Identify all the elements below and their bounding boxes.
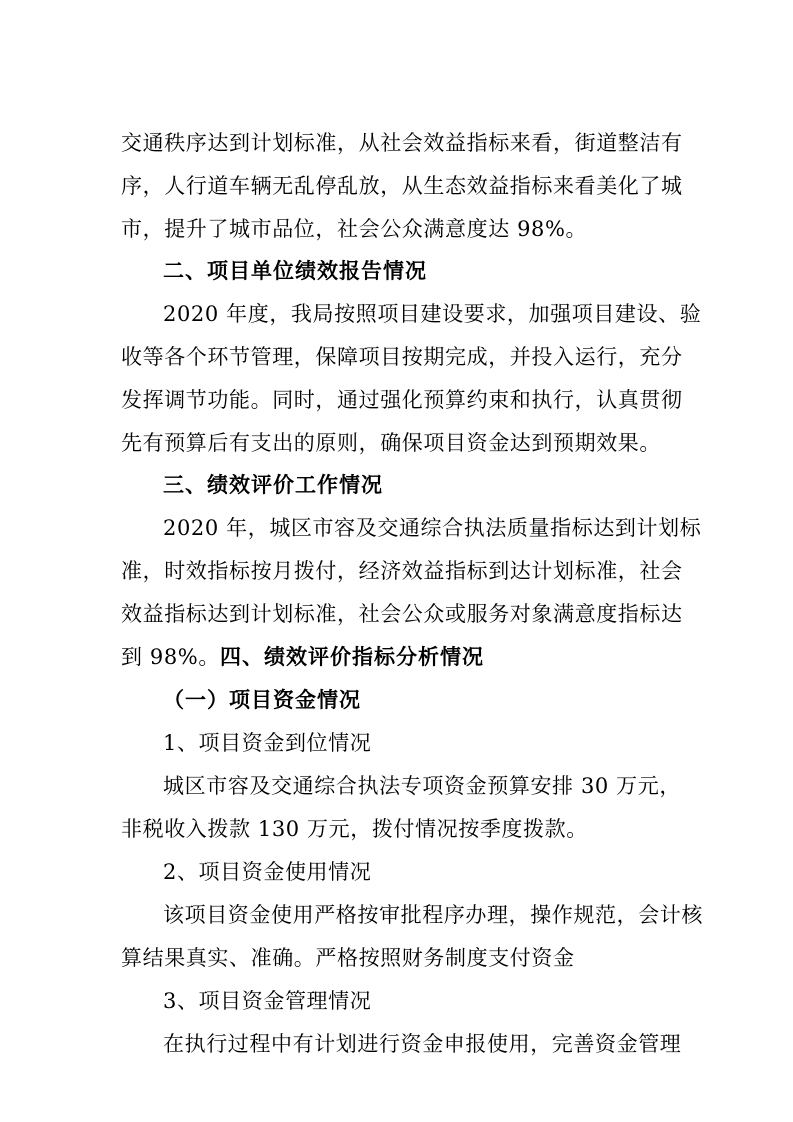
section-heading-2: 二、项目单位绩效报告情况: [163, 259, 427, 283]
paragraph-line-with-heading: [121, 642, 681, 672]
paragraph-line: 序，人行道车辆无乱停乱放，从生态效益指标来看美化了城: [121, 174, 683, 198]
item-heading-3: 3、项目资金管理情况: [163, 989, 372, 1013]
paragraph-line: 准，时效指标按月拨付，经济效益指标到达计划标准，社会: [121, 559, 683, 583]
section-heading-4: 四、绩效评价指标分析情况: [219, 645, 484, 669]
item-heading-2: 2、项目资金使用情况: [163, 860, 372, 884]
paragraph-line: 效益指标达到计划标准，社会公众或服务对象满意度指标达: [121, 602, 683, 626]
paragraph-text: 到 98%。: [121, 645, 220, 669]
paragraph-line: 城区市容及交通综合执法专项资金预算安排 30 万元，: [163, 774, 681, 798]
paragraph-line: 市，提升了城市品位，社会公众满意度达 98%。: [121, 217, 588, 241]
paragraph-line: 交通秩序达到计划标准，从社会效益指标来看，街道整洁有: [121, 131, 683, 155]
section-heading-3: 三、绩效评价工作情况: [163, 473, 383, 497]
paragraph-line: 非税收入拨款 130 万元，拨付情况按季度拨款。: [121, 817, 588, 841]
subsection-heading-1: （一）项目资金情况: [163, 688, 361, 712]
paragraph-line: 先有预算后有支出的原则，确保项目资金达到预期效果。: [121, 431, 661, 455]
paragraph-line: 收等各个环节管理，保障项目按期完成，并投入运行，充分: [121, 345, 683, 369]
paragraph-line: 算结果真实、准确。严格按照财务制度支付资金: [121, 946, 575, 970]
paragraph-line: 该项目资金使用严格按审批程序办理，操作规范，会计核: [163, 903, 703, 927]
paragraph-line: 2020 年，城区市容及交通综合执法质量指标达到计划标: [163, 516, 702, 540]
paragraph-line: 在执行过程中有计划进行资金申报使用，完善资金管理: [163, 1032, 682, 1056]
paragraph-line: 2020 年度，我局按照项目建设要求，加强项目建设、验: [163, 302, 702, 326]
item-heading-1: 1、项目资金到位情况: [163, 731, 372, 755]
paragraph-line: 发挥调节功能。同时，通过强化预算约束和执行，认真贯彻: [121, 388, 683, 412]
